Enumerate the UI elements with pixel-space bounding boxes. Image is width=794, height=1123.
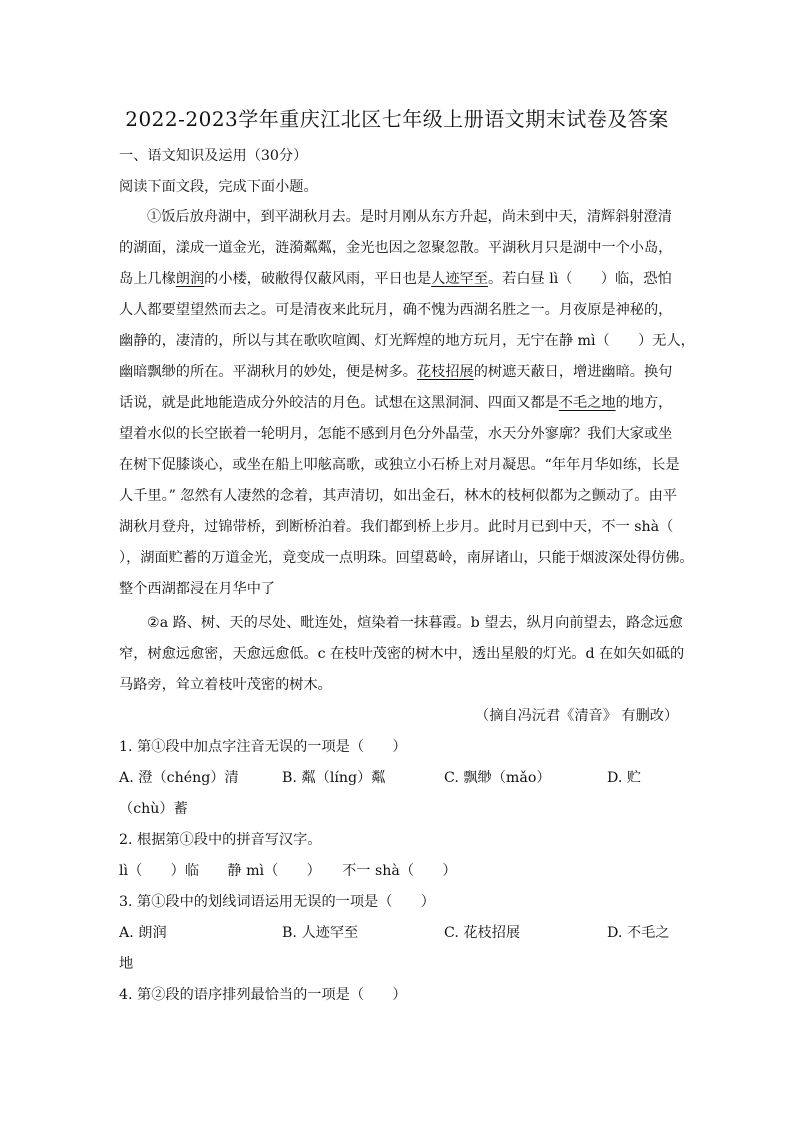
passage1-line: 湖秋月登舟，过锦带桥，到断桥泊着。我们都到桥上步月。此时月已到中天，不一 shà（ (119, 519, 674, 535)
passage-text: 幽暗飘缈的所在。平湖秋月的妙处，便是树多。 (119, 364, 417, 380)
passage1-line: 幽静的，凄清的，所以与其在歌吹喧阗、灯光辉煌的地方玩月，无宁在静 mì（ ）无人， (119, 333, 695, 349)
passage-text: 。若白昼 lì（ ）临，恐怕 (487, 271, 672, 287)
passage-text: 的地方， (615, 395, 673, 411)
passage2-line: 窄，树愈远愈密，天愈远愈低。c 在枝叶茂密的树木中，透出星般的灯光。d 在如矢如砥的 (119, 646, 685, 662)
passage2-line: 马路旁，耸立着枝叶茂密的树木。 (119, 677, 332, 693)
underlined-word: 人迹罕至 (431, 271, 488, 287)
document-title: 2022-2023学年重庆江北区七年级上册语文期末试卷及答案 (125, 107, 669, 131)
passage-text: 话说，就是此地能造成分外皎洁的月色。试想在这黑洞洞、四面又都是 (119, 395, 559, 411)
question-1-option-d: D. 贮 (607, 770, 642, 786)
question-3-option-d: D. 不毛之 (607, 925, 670, 941)
question-1-option-d-continued: （chù）蓄 (119, 801, 188, 817)
passage1-line: 的湖面，漾成一道金光，涟漪粼粼，金光也因之忽聚忽散。平湖秋月只是湖中一个小岛， (119, 240, 673, 256)
passage1-line: 人千里。” 忽然有人凄然的念着，其声清切，如出金石，林木的枝柯似都为之颤动了。由平 (119, 488, 677, 504)
passage-text: 的树遮天蔽日，增进幽暗。换句 (473, 364, 673, 380)
question-2-stem: 2. 根据第①段中的拼音写汉字。 (119, 832, 322, 848)
passage1-line: ），湖面贮蓄的万道金光，竟变成一点明珠。回望葛岭，南屏诸山，只能于烟波深处得仿佛。 (119, 550, 694, 566)
question-1-option-b: B. 粼（líng）粼 (282, 770, 386, 786)
passage1-line: 人人都要望望然而去之。可是清夜来此玩月，确不愧为西湖名胜之一。月夜原是神秘的， (119, 302, 673, 318)
question-1-stem: 1. 第①段中加点字注音无误的一项是（ ） (119, 739, 407, 755)
passage1-line: ①饭后放舟湖中，到平湖秋月去。是时月刚从东方升起，尚未到中天，清辉斜射澄清 (147, 209, 672, 225)
section-heading: 一、语文知识及运用（30分） (119, 148, 308, 164)
passage1-line: 望着水似的长空嵌着一轮明月，怎能不感到月色分外晶莹，水天分外寥廓？我们大家或坐 (119, 426, 673, 442)
question-2-blanks: lì（ ）临 静 mì（ ） 不一 shà（ ） (119, 863, 457, 879)
passage1-line (119, 269, 672, 289)
underlined-word: 不毛之地 (558, 395, 616, 411)
question-3-option-c: C. 花枝招展 (444, 925, 521, 941)
question-3-option-b: B. 人迹罕至 (282, 925, 359, 941)
passage1-line (119, 362, 672, 382)
question-1-option-a: A. 澄（chéng）清 (119, 770, 239, 786)
question-4-stem: 4. 第②段的语序排列最恰当的一项是（ ） (119, 987, 407, 1003)
passage-text: 的小楼，破敝得仅蔽风雨，平日也是 (204, 271, 432, 287)
reading-instruction: 阅读下面文段，完成下面小题。 (119, 179, 318, 195)
passage-text: 岛上几椽 (119, 271, 176, 287)
question-3-stem: 3. 第①段中的划线词语运用无误的一项是（ ） (119, 894, 435, 910)
question-3-option-d-continued: 地 (119, 956, 134, 972)
passage1-line: 在树下促膝谈心，或坐在船上叩舷高歌，或独立小石桥上对月凝思。“年年月华如练，长是 (119, 457, 680, 473)
passage1-line (119, 393, 672, 413)
underlined-word: 朗润 (175, 271, 205, 287)
passage2-line: ②a 路、树、天的尽处、毗连处，煊染着一抹暮霞。b 望去，纵月向前望去，路念远愈 (147, 615, 683, 631)
source-citation: （摘自冯沅君《清音》 有删改） (475, 708, 679, 724)
question-3-option-a: A. 朗润 (119, 925, 167, 941)
question-1-option-c: C. 飘缈（mǎo） (444, 770, 551, 786)
underlined-word: 花枝招展 (416, 364, 474, 380)
passage1-line: 整个西湖都浸在月华中了 (119, 581, 276, 597)
